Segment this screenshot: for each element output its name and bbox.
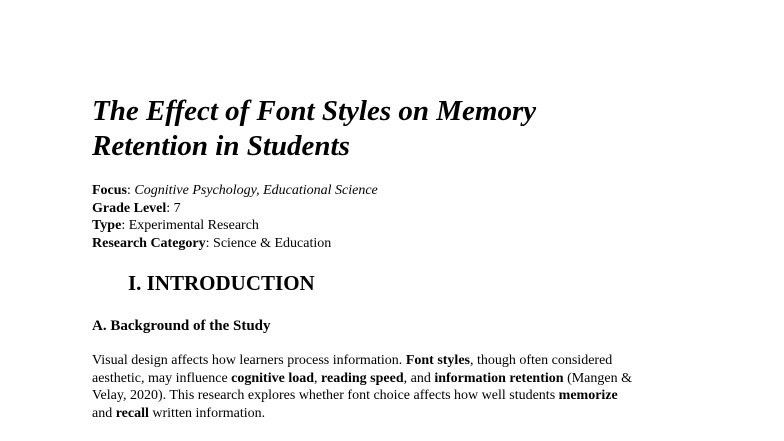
text-run: , though often considered — [469, 353, 613, 368]
meta-focus-value: Cognitive Psychology, Educational Science — [134, 183, 378, 198]
text-run: and — [92, 405, 116, 421]
text-run: written information. — [148, 405, 266, 421]
paragraph-line-4 — [92, 405, 692, 423]
meta-type: Type: Experimental Research — [92, 218, 259, 233]
paragraph-line-1 — [92, 352, 692, 370]
section-heading: I. INTRODUCTION — [128, 271, 315, 295]
bold-term: recall — [115, 405, 149, 421]
meta-focus: Focus: Cognitive Psychology, Educational Science — [92, 183, 378, 198]
text-run: aesthetic, may influence — [92, 370, 232, 386]
bold-term: Font styles — [405, 353, 470, 368]
title-line-2: Retention in Students — [92, 130, 350, 162]
bold-term: information retention — [434, 370, 564, 386]
sub-heading: A. Background of the Study — [92, 318, 271, 334]
title-line-1: The Effect of Font Styles on Memory — [92, 95, 537, 127]
meta-category-label: Research Category — [92, 235, 206, 251]
body-paragraph — [92, 352, 692, 422]
text-run: , — [314, 370, 322, 386]
bold-term: memorize — [558, 388, 618, 403]
meta-type-label: Type — [92, 218, 122, 233]
meta-type-value: Experimental Research — [128, 218, 259, 233]
paragraph-line-2 — [92, 370, 692, 388]
paragraph-line-3 — [92, 387, 692, 405]
meta-category: Research Category: Science & Education — [92, 235, 332, 251]
meta-grade-value: 7 — [173, 200, 181, 216]
bold-term: reading speed — [321, 370, 404, 386]
text-run: Visual design affects how learners process information. — [92, 353, 406, 368]
text-run: (Mangen & — [563, 370, 632, 386]
meta-focus-label: Focus — [92, 183, 127, 198]
meta-grade-label: Grade Level — [92, 200, 167, 216]
text-run: Velay, 2020). This research explores whether font choice affects how well students — [92, 388, 559, 403]
metadata-block — [92, 182, 378, 252]
text-run: , and — [403, 370, 435, 386]
bold-term: cognitive load — [231, 370, 315, 386]
document-title — [92, 94, 712, 164]
meta-category-value: Science & Education — [213, 235, 332, 251]
meta-grade: Grade Level: 7 — [92, 200, 181, 216]
